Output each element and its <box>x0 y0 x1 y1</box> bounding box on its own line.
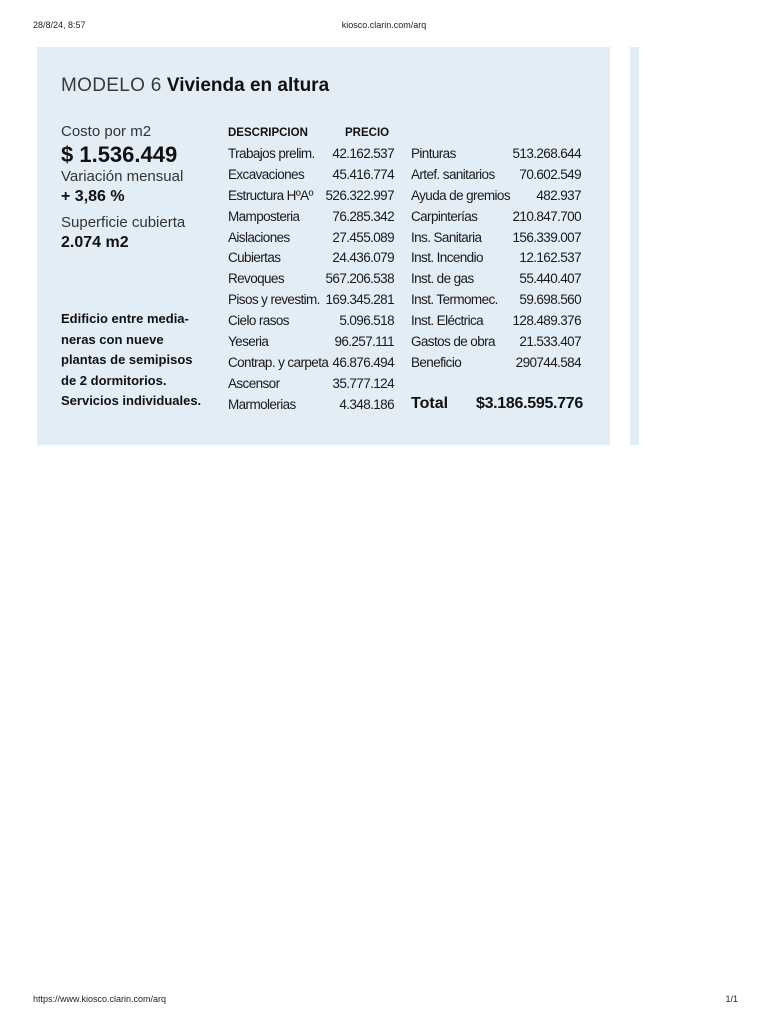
cost-item-price: 45.416.774 <box>332 166 394 182</box>
title-name: Vivienda en altura <box>166 75 330 96</box>
print-url: https://www.kiosco.clarin.com/arq <box>33 994 167 1004</box>
description-line: neras con nueve <box>61 331 164 347</box>
cost-item-name: Cielo rasos <box>228 313 289 329</box>
cost-item-price: 21.533.407 <box>519 334 581 350</box>
card-title <box>61 75 329 97</box>
cost-item-name: Aislaciones <box>228 229 290 245</box>
cost-item-name: Contrap. y carpeta <box>228 354 329 370</box>
cost-item-price: 24.436.079 <box>332 250 394 266</box>
cost-row <box>228 165 394 186</box>
cost-item-name: Ascensor <box>228 375 280 391</box>
cost-table-right <box>411 144 581 374</box>
cost-row <box>228 207 394 228</box>
summary-column <box>61 123 231 260</box>
cost-row <box>228 395 394 416</box>
cost-item-name: Excavaciones <box>228 166 305 182</box>
cost-item-name: Inst. Termomec. <box>411 292 498 308</box>
cost-item-name: Gastos de obra <box>411 334 495 350</box>
costo-value: $ 1.536.449 <box>61 142 178 167</box>
cost-table-left <box>228 144 394 416</box>
cost-row <box>411 248 581 269</box>
cost-row <box>228 353 394 374</box>
cost-item-price: 513.268.644 <box>512 146 581 161</box>
header-descripcion: DESCRIPCION <box>228 127 308 139</box>
cost-row <box>411 186 581 207</box>
adjacent-panel-edge <box>630 47 639 445</box>
cost-row <box>228 269 394 290</box>
total-value: $3.186.595.776 <box>475 395 583 412</box>
cost-item-price: 55.440.407 <box>519 271 581 287</box>
print-site: kiosco.clarin.com/arq <box>341 20 427 30</box>
cost-item-name: Marmolerias <box>228 396 296 412</box>
cost-row <box>411 353 581 374</box>
description-line: Edificio entre media- <box>61 311 189 326</box>
cost-row <box>411 144 581 165</box>
print-datetime: 28/8/24, 8:57 <box>33 20 86 30</box>
cost-card <box>37 47 610 445</box>
cost-row <box>228 186 394 207</box>
cost-item-price: 156.339.007 <box>512 229 581 245</box>
cost-item-name: Mamposteria <box>228 208 300 224</box>
description-line: Servicios individuales. <box>61 393 202 409</box>
variacion-value: + 3,86 % <box>61 188 125 205</box>
cost-item-price: 128.489.376 <box>512 313 581 329</box>
cost-item-name: Inst. de gas <box>411 271 474 287</box>
cost-item-price: 210.847.700 <box>512 208 581 224</box>
cost-row <box>228 311 394 332</box>
superficie-label: Superficie cubierta <box>61 214 186 231</box>
cost-item-name: Revoques <box>228 271 284 287</box>
print-header <box>0 0 768 40</box>
cost-item-name: Estructura HºAº <box>228 187 313 203</box>
cost-row <box>411 311 581 332</box>
cost-item-price: 46.876.494 <box>332 354 394 370</box>
cost-item-price: 5.096.518 <box>339 313 394 329</box>
building-description <box>61 309 221 412</box>
cost-item-price: 59.698.560 <box>519 292 581 308</box>
cost-item-name: Yeseria <box>228 334 269 350</box>
cost-item-price: 169.345.281 <box>325 292 394 308</box>
cost-item-price: 4.348.186 <box>339 396 394 412</box>
cost-item-name: Ins. Sanitaria <box>411 229 482 245</box>
cost-item-name: Pisos y revestim. <box>228 292 320 308</box>
cost-row <box>411 165 581 186</box>
cost-item-price: 526.322.997 <box>325 187 394 203</box>
cost-row <box>411 290 581 311</box>
cost-row <box>411 332 581 353</box>
cost-row <box>228 144 394 165</box>
cost-item-price: 12.162.537 <box>519 250 581 266</box>
cost-item-name: Artef. sanitarios <box>411 166 495 182</box>
print-page-number: 1/1 <box>725 994 738 1004</box>
cost-item-name: Inst. Eléctrica <box>411 313 484 329</box>
cost-row <box>228 228 394 249</box>
cost-item-price: 567.206.538 <box>325 271 394 287</box>
cost-row <box>228 332 394 353</box>
cost-row <box>411 207 581 228</box>
cost-item-name: Beneficio <box>411 354 462 370</box>
cost-item-price: 42.162.537 <box>332 146 394 161</box>
cost-item-price: 96.257.111 <box>334 334 394 350</box>
header-precio: PRECIO <box>345 127 390 139</box>
cost-item-price: 70.602.549 <box>519 166 581 182</box>
cost-item-price: 76.285.342 <box>332 208 394 224</box>
cost-item-price: 482.937 <box>536 187 581 203</box>
cost-row <box>228 248 394 269</box>
title-model: MODELO 6 <box>61 75 162 96</box>
cost-row <box>228 290 394 311</box>
cost-item-price: 290744.584 <box>515 354 581 370</box>
total-label: Total <box>411 395 449 412</box>
description-line: plantas de semipisos <box>61 352 193 368</box>
cost-row <box>411 228 581 249</box>
cost-row <box>411 269 581 290</box>
description-line: de 2 dormitorios. <box>61 372 167 388</box>
cost-item-name: Trabajos prelim. <box>228 146 315 161</box>
costo-label: Costo por m2 <box>61 123 152 140</box>
superficie-value: 2.074 m2 <box>61 234 129 251</box>
cost-item-name: Cubiertas <box>228 250 281 266</box>
cost-item-name: Carpinterías <box>411 208 478 224</box>
cost-item-price: 27.455.089 <box>332 229 394 245</box>
cost-item-name: Ayuda de gremios <box>411 187 510 203</box>
variacion-label: Variación mensual <box>61 168 184 185</box>
cost-item-name: Pinturas <box>411 146 456 161</box>
cost-item-name: Inst. Incendio <box>411 250 483 266</box>
cost-row <box>228 374 394 395</box>
cost-item-price: 35.777.124 <box>332 375 394 391</box>
print-footer <box>0 990 768 1024</box>
